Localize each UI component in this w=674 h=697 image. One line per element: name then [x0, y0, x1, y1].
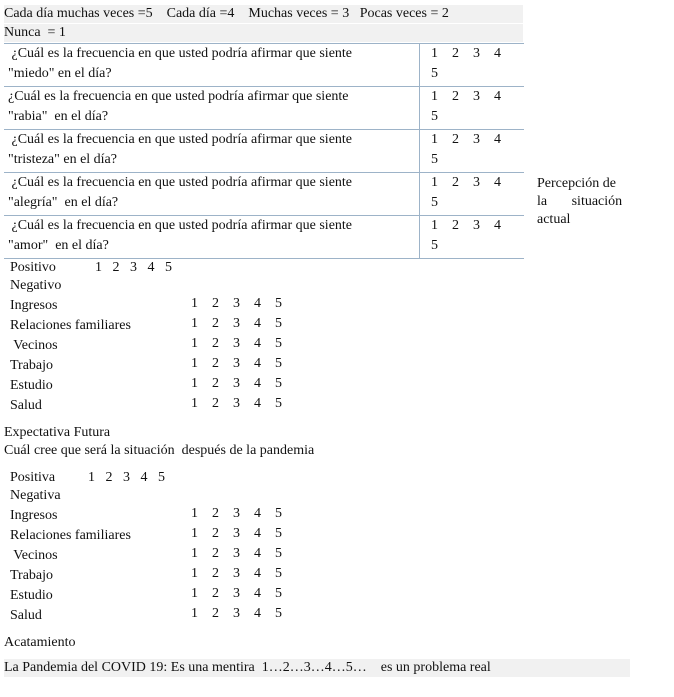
scale-values: 5 — [431, 195, 438, 210]
question-miedo — [8, 44, 412, 84]
question-text: ¿Cuál es la frecuencia en que usted podría afirmar que siente — [8, 89, 349, 104]
scale-values: 5 — [431, 66, 438, 81]
table-border-bottom — [4, 258, 524, 259]
scale-values: 1 2 3 4 — [431, 175, 501, 190]
question-text: "tristeza" en el día? — [8, 152, 117, 167]
scale-values: 1 2 3 4 — [431, 132, 501, 147]
future-item-scale: 1 2 3 4 5 — [191, 606, 282, 621]
question-text: ¿Cuál es la frecuencia en que usted podría afirmar que siente — [8, 175, 353, 190]
scale-values: 1 2 3 4 — [431, 89, 501, 104]
question-rabia — [8, 87, 412, 127]
question-text: ¿Cuál es la frecuencia en que usted podría afirmar que siente — [8, 132, 353, 147]
current-negative-label: Negativo — [10, 278, 62, 293]
future-heading: Expectativa Futura — [4, 425, 111, 440]
scale-values: 5 — [431, 152, 438, 167]
future-negative-label: Negativa — [10, 488, 61, 503]
scale-rabia — [431, 87, 521, 127]
question-text: "miedo" en el día? — [8, 66, 112, 81]
scale-amor — [431, 216, 521, 256]
current-item-label: Vecinos — [10, 338, 58, 353]
question-amor — [8, 216, 412, 256]
future-item-label: Estudio — [10, 588, 53, 603]
compliance-statement: La Pandemia del COVID 19: Es una mentira 1…2…3…4…5… es un problema real — [4, 659, 630, 677]
side-label-line-1: Percepción de — [537, 176, 616, 191]
future-item-scale: 1 2 3 4 5 — [191, 526, 282, 541]
current-item-scale: 1 2 3 4 5 — [191, 316, 282, 331]
future-item-scale: 1 2 3 4 5 — [191, 506, 282, 521]
future-item-label: Vecinos — [10, 548, 58, 563]
future-positive-label: Positiva — [10, 470, 56, 485]
current-positive-label: Positivo — [10, 260, 56, 275]
current-item-scale: 1 2 3 4 5 — [191, 296, 282, 311]
scale-values: 1 2 3 4 — [431, 46, 501, 61]
side-label-line-3: actual — [537, 212, 571, 227]
scale-miedo — [431, 44, 521, 84]
table-column-divider — [419, 43, 420, 258]
future-positive-scale: 1 2 3 4 5 — [88, 470, 165, 485]
scale-values: 5 — [431, 109, 438, 124]
scale-legend-line-2: Nunca = 1 — [4, 24, 523, 42]
question-text: ¿Cuál es la frecuencia en que usted podría afirmar que siente — [8, 46, 353, 61]
current-item-scale: 1 2 3 4 5 — [191, 396, 282, 411]
current-item-label: Ingresos — [10, 298, 58, 313]
scale-tristeza — [431, 130, 521, 170]
future-item-label: Salud — [10, 608, 42, 623]
current-item-label: Salud — [10, 398, 42, 413]
side-label-line-2: la situación — [537, 194, 623, 209]
future-item-scale: 1 2 3 4 5 — [191, 586, 282, 601]
scale-values: 1 2 3 4 — [431, 218, 501, 233]
current-item-scale: 1 2 3 4 5 — [191, 336, 282, 351]
current-item-label: Estudio — [10, 378, 53, 393]
current-item-label: Relaciones familiares — [10, 318, 131, 333]
scale-values: 5 — [431, 238, 438, 253]
future-item-label: Relaciones familiares — [10, 528, 131, 543]
scale-alegria — [431, 173, 521, 213]
question-text: "alegría" en el día? — [8, 195, 119, 210]
future-question: Cuál cree que será la situación después de la pandemia — [4, 443, 315, 458]
future-item-scale: 1 2 3 4 5 — [191, 546, 282, 561]
current-item-label: Trabajo — [10, 358, 54, 373]
current-item-scale: 1 2 3 4 5 — [191, 376, 282, 391]
question-alegria — [8, 173, 412, 213]
question-text: "amor" en el día? — [8, 238, 109, 253]
current-positive-scale: 1 2 3 4 5 — [95, 260, 172, 275]
current-item-scale: 1 2 3 4 5 — [191, 356, 282, 371]
question-text: ¿Cuál es la frecuencia en que usted podría afirmar que siente — [8, 218, 353, 233]
question-text: "rabia" en el día? — [8, 109, 109, 124]
question-tristeza — [8, 130, 412, 170]
future-item-scale: 1 2 3 4 5 — [191, 566, 282, 581]
future-item-label: Trabajo — [10, 568, 54, 583]
compliance-heading: Acatamiento — [4, 635, 76, 650]
scale-legend-line-1: Cada día muchas veces =5 Cada día =4 Muchas veces = 3 Pocas veces = 2 — [4, 5, 523, 23]
future-item-label: Ingresos — [10, 508, 58, 523]
